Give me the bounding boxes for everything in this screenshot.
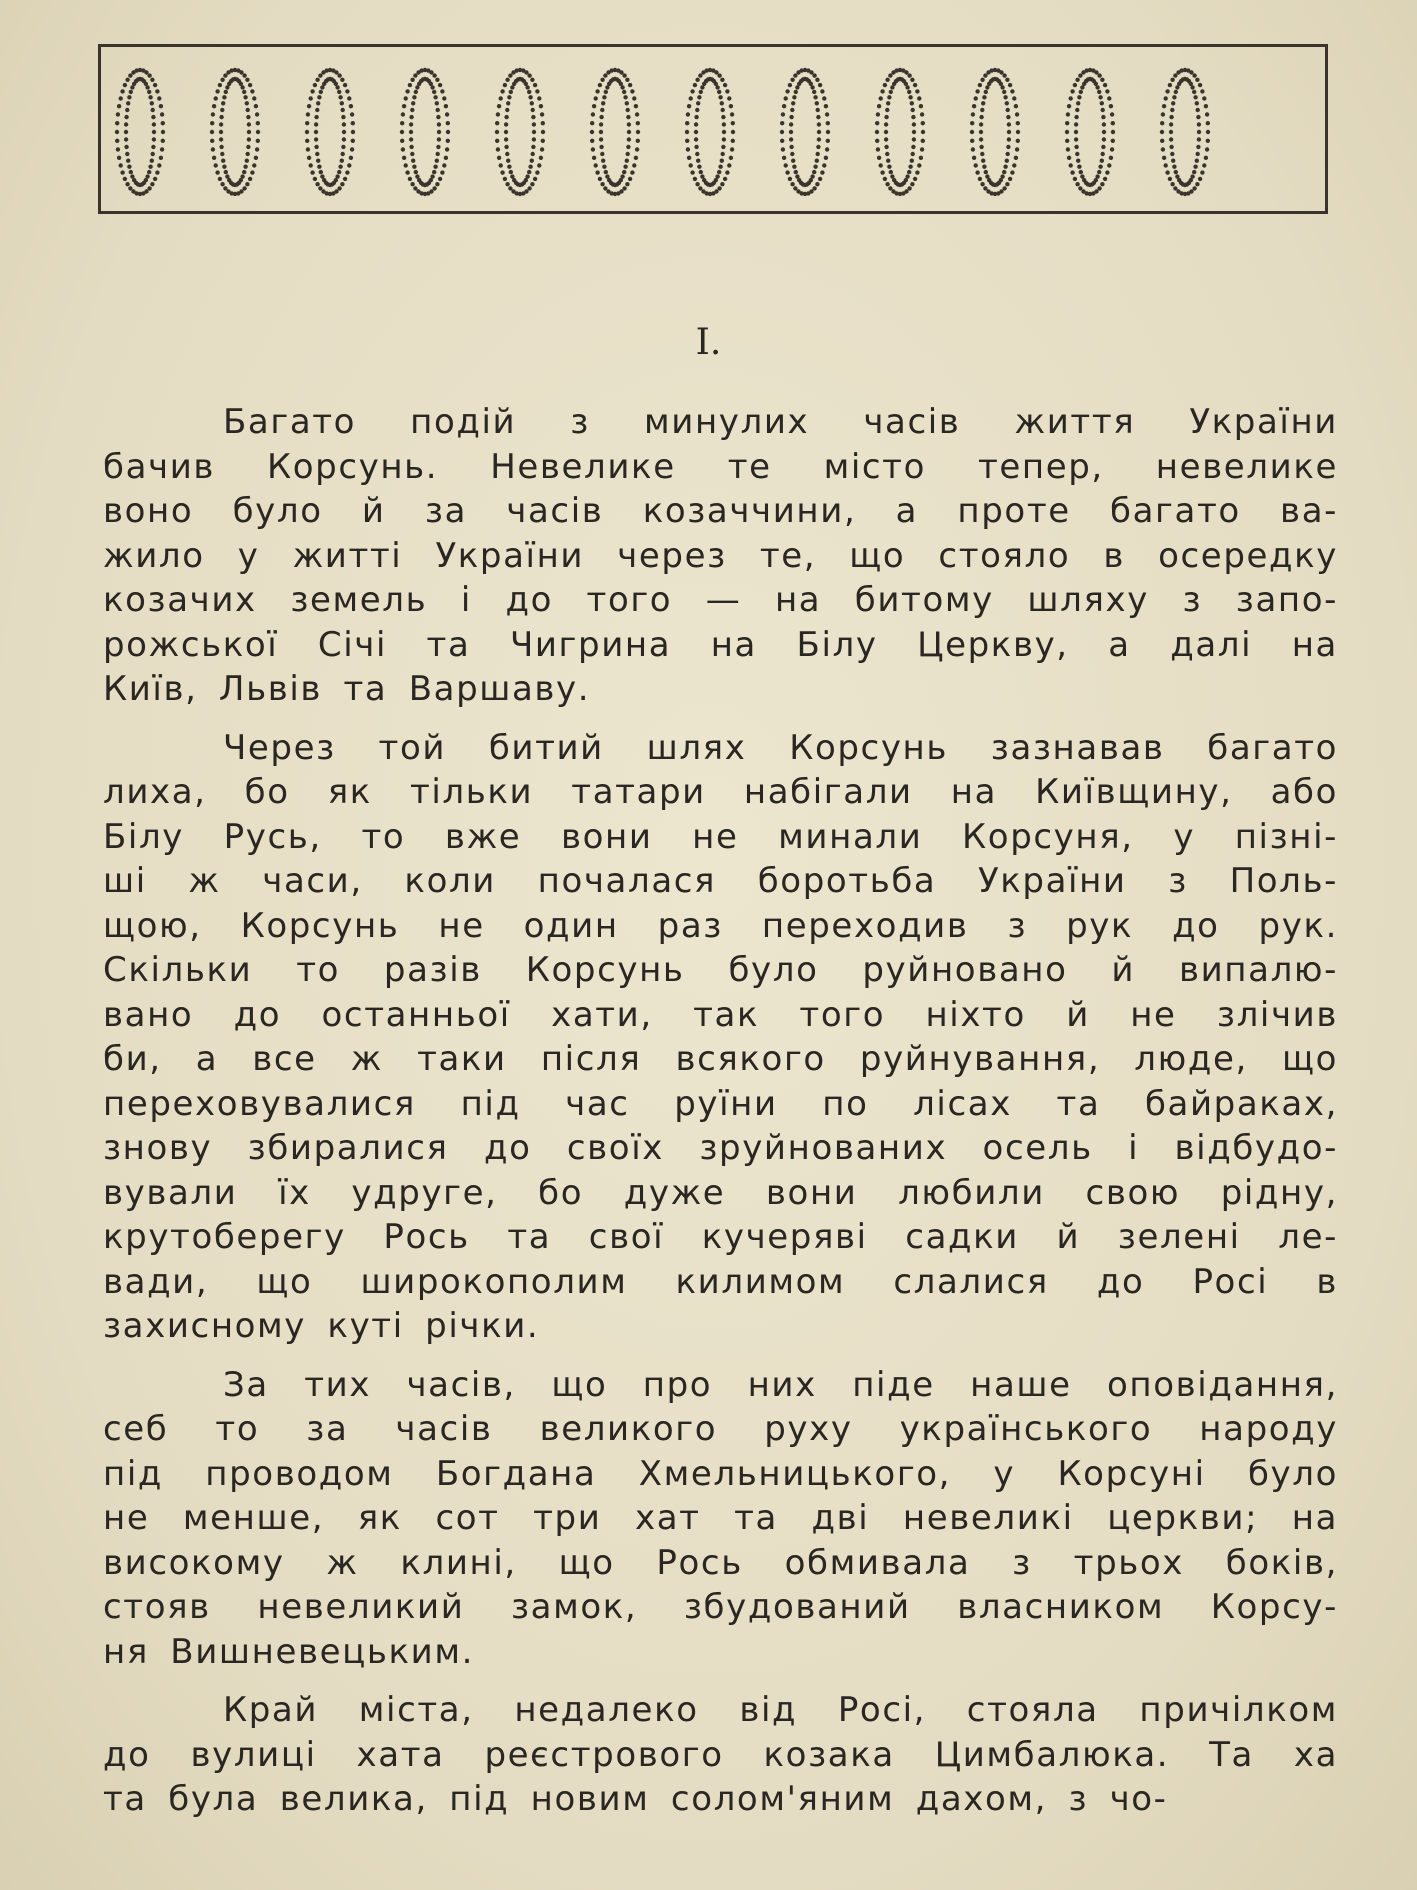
text-line: знову збиралися до своїх зруйнованих осель і відбудо- [103, 1128, 1338, 1168]
text-line: та була велика, під новим солом'яним дахом, з чо- [103, 1779, 1168, 1819]
text-line: козачих земель і до того — на битому шляху з запо- [103, 580, 1338, 620]
chapter-number: I. [695, 322, 722, 363]
ornament-oval [400, 68, 450, 196]
ornament-oval [305, 68, 355, 196]
text-line: бачив Корсунь. Невелике те місто тепер, невелике [103, 446, 1338, 487]
text-line: воно було й за часів козаччини, а проте багато ва- [103, 491, 1338, 531]
text-line: Київ, Львів та Варшаву. [103, 669, 591, 709]
text-line: ші ж часи, коли почалася боротьба України з Поль- [103, 861, 1338, 901]
ornament-oval [875, 68, 925, 196]
text-line: би, а все ж таки після всякого руйнування, люде, що [103, 1039, 1338, 1079]
ornament-oval [210, 68, 260, 196]
paragraph [103, 1688, 1338, 1822]
text-line: рожської Січі та Чигрина на Білу Церкву, а далі на [103, 624, 1338, 665]
text-line: себ то за часів великого руху українського народу [103, 1409, 1338, 1449]
text-line: щою, Корсунь не один раз переходив з рук до рук. [103, 905, 1338, 946]
body-text [103, 400, 1338, 1836]
text-line: Багато подій з минулих часів життя України [223, 402, 1338, 442]
text-line: до вулиці хата реєстрового козака Цимбалюка. Та ха [103, 1734, 1338, 1775]
ornament-oval [115, 68, 165, 196]
text-line: вади, що широкополим килимом слалися до Росі в [103, 1261, 1338, 1302]
ornament-oval [495, 68, 545, 196]
ornament-oval [590, 68, 640, 196]
ornament-oval [685, 68, 735, 196]
paragraph [103, 726, 1338, 1349]
decorative-header-border [98, 44, 1328, 214]
ornament-oval [1065, 68, 1115, 196]
paragraph [103, 400, 1338, 712]
text-line: вано до останньої хати, так того ніхто й не злічив [103, 994, 1338, 1035]
text-line: Через той битий шлях Корсунь зазнавав багато [223, 727, 1338, 768]
text-line: крутоберегу Рось та свої кучеряві садки й зелені ле- [103, 1217, 1338, 1257]
text-line: високому ж клині, що Рось обмивала з трьох боків, [103, 1542, 1338, 1583]
text-line: лиха, бо як тільки татари набігали на Київщину, або [103, 772, 1338, 812]
text-line: За тих часів, що про них піде наше оповідання, [223, 1364, 1338, 1405]
ornament-oval [1160, 68, 1210, 196]
text-line: стояв невеликий замок, збудований власником Корсу- [103, 1587, 1338, 1627]
text-line: переховувалися під час руїни по лісах та байраках, [103, 1083, 1338, 1124]
paragraph [103, 1363, 1338, 1675]
text-line: жило у житті України через те, що стояло в осередку [103, 535, 1338, 576]
text-line: Край міста, недалеко від Росі, стояла причілком [223, 1690, 1338, 1730]
text-line: Скільки то разів Корсунь було руйновано й випалю- [103, 950, 1338, 990]
text-line: Білу Русь, то вже вони не минали Корсуня, у пізні- [103, 816, 1338, 857]
text-line: захисному куті річки. [103, 1306, 540, 1346]
text-line: вували їх удруге, бо дуже вони любили свою рідну, [103, 1172, 1338, 1213]
text-line: не менше, як сот три хат та дві невеликі церкви; на [103, 1498, 1338, 1538]
ornament-oval [780, 68, 830, 196]
text-line: під проводом Богдана Хмельницького, у Корсуні було [103, 1453, 1338, 1494]
text-line: ня Вишневецьким. [103, 1631, 474, 1672]
dotted-oval-ornament [98, 47, 1328, 217]
ornament-oval [970, 68, 1020, 196]
